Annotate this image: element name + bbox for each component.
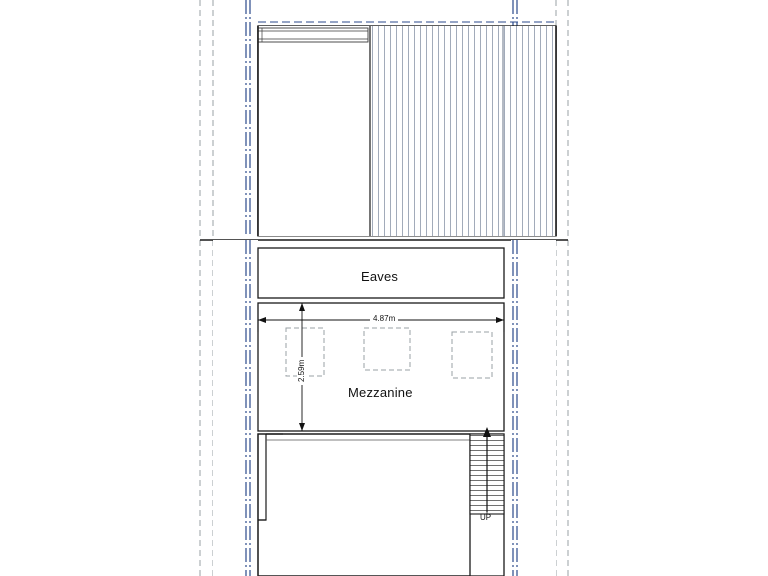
eaves-label: Eaves <box>361 269 399 284</box>
stair-up-label: UP <box>480 513 492 522</box>
dimension-vertical-label: 2.59m <box>297 357 306 385</box>
dimension-horizontal-label: 4.87m <box>370 314 398 323</box>
mezzanine-label: Mezzanine <box>348 385 413 400</box>
